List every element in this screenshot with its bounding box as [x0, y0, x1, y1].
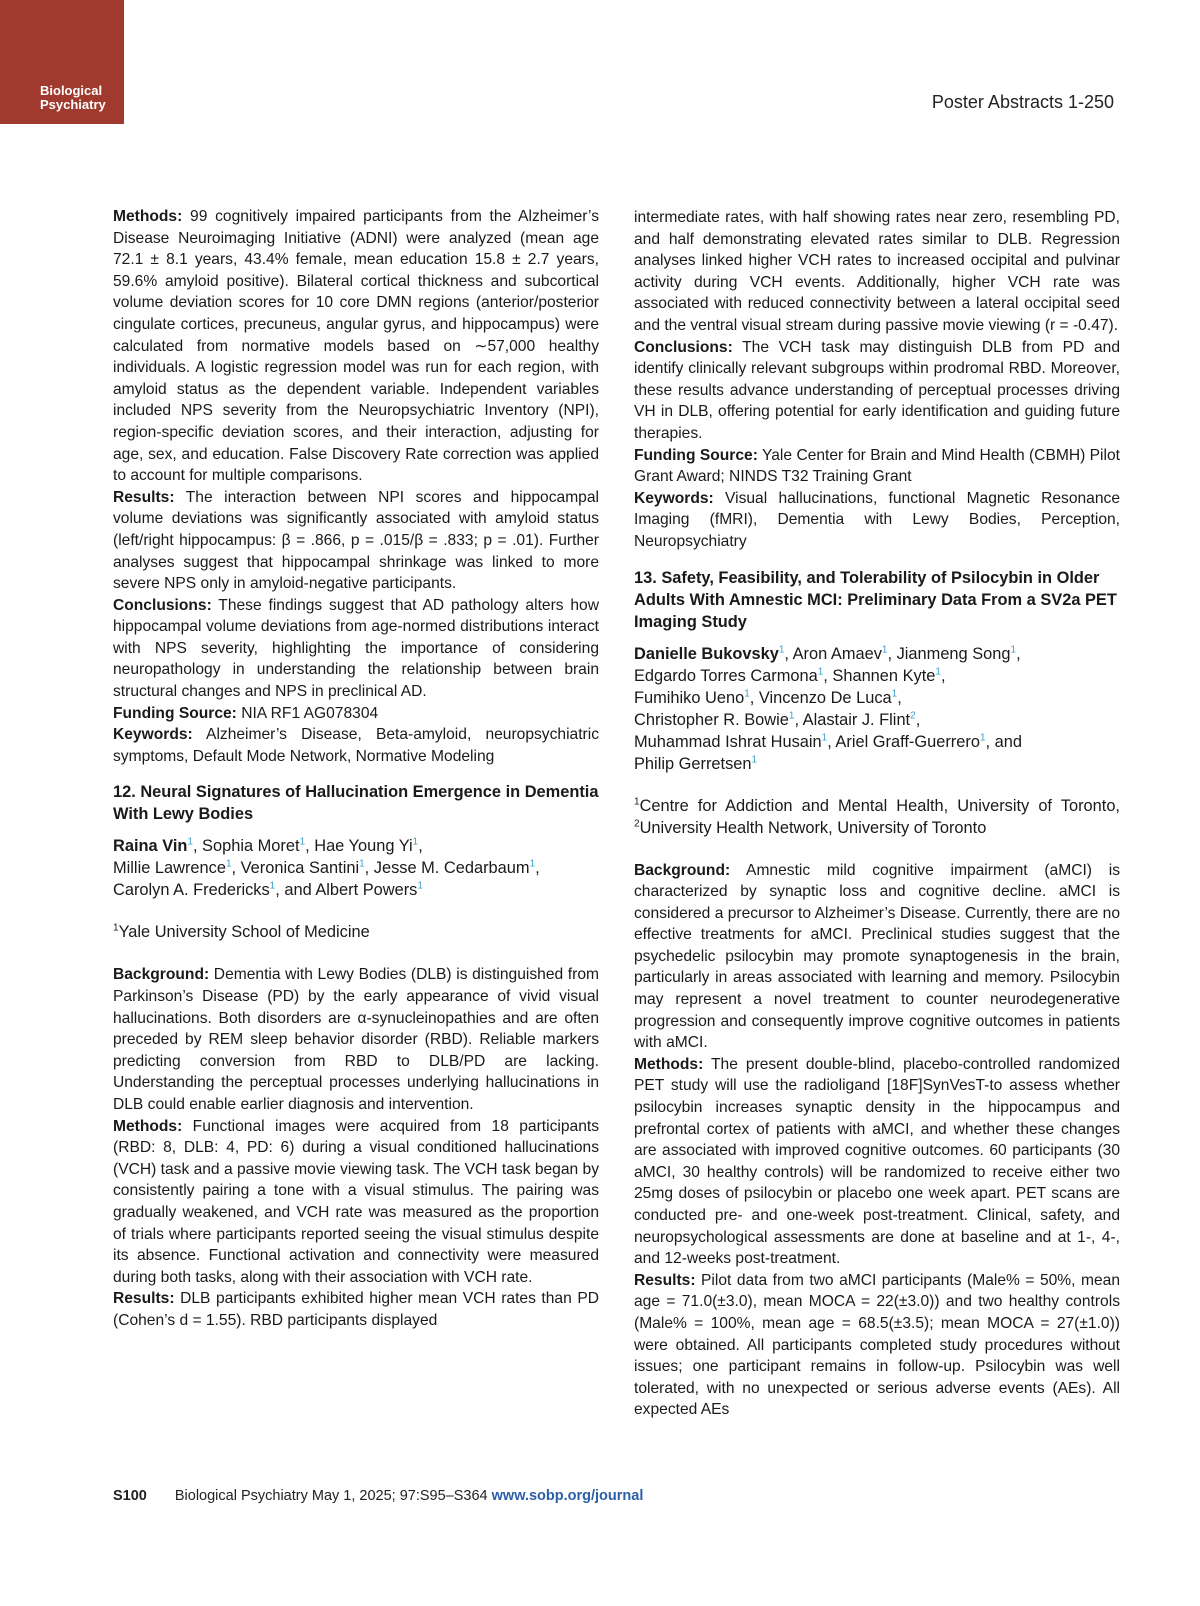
page-number: S100	[113, 1488, 147, 1504]
abstract-12-conclusions: Conclusions: The VCH task may distinguish DLB from PD and identify clinically relevant subgroups within prodromal RBD. Moreover, these results advance understanding of perceptual processes driving VH in DLB, offering potential for early identification and guiding future therapies.	[634, 338, 1120, 442]
journal-name: Biological Psychiatry	[40, 83, 106, 112]
abstract-13-methods: Methods: The present double-blind, placebo-controlled randomized PET study will use the radioligand [18F]SynVesT-to assess whether psilocybin increases synaptic density in the hippocampus and prefrontal cortex of patients with aMCI, and whether these changes are associated with improved cognitive outcomes. 60 participants (30 aMCI, 30 healthy controls) will be randomized to receive either two 25mg doses of psilocybin or placebo one week apart. PET scans are conducted pre- and one-week post-treatment. Clinical, safety, and neuropsychological assessments are done at baseline and at 1-, 4-, and 12-weeks post-treatment.	[634, 1055, 1120, 1268]
keywords-paragraph: Keywords: Alzheimer’s Disease, Beta-amyloid, neuropsychiatric symptoms, Default Mode Network, Normative Modeling	[113, 726, 599, 765]
journal-url-link[interactable]: www.sobp.org/journal	[491, 1488, 644, 1504]
conclusions-paragraph: Conclusions: These findings suggest that AD pathology alters how hippocampal volume deviations from age-normed distributions interact with NPS severity, highlighting the importance of considering neuropathology in understanding the relationship between brain structural changes and NPS in preclinical AD.	[113, 596, 599, 701]
abstract-12-affiliation: $^1$Yale University School of Medicine	[113, 922, 370, 942]
abstract-12-results-continued: intermediate rates, with half showing rates near zero, resembling PD, and half demonstrating elevated rates similar to DLB. Regression analyses linked higher VCH rates to increased occipital and pulvinar activity during VCH events. Additionally, higher VCH rate was associated with reduced connectivity between a lateral occipital seed and the ventral visual stream during passive movie viewing (r = -0.47).	[634, 209, 1120, 334]
abstract-12-keywords: Keywords: Visual hallucinations, functional Magnetic Resonance Imaging (fMRI), Dementia with Lewy Bodies, Perception, Neuropsychiatry	[634, 489, 1120, 550]
abstract-13-title: 13. Safety, Feasibility, and Tolerability of Psilocybin in Older Adults With Amnestic MCI: Preliminary Data From a SV2a PET Imaging Study	[634, 568, 1117, 631]
abstract-12-background: Background: Dementia with Lewy Bodies (DLB) is distinguished from Parkinson’s Disease (PD) by the early appearance of vivid visual hallucinations. Both disorders are α-synucleinopathies and are often preceded by REM sleep behavior disorder (RBD). Reliable markers predicting conversion from RBD to DLB/PD are lacking. Understanding the perceptual processes underlying hallucinations in DLB could enable earlier diagnosis and intervention.	[113, 966, 599, 1113]
abstract-12-funding: Funding Source: Yale Center for Brain and Mind Health (CBMH) Pilot Grant Award; NINDS T32 Training Grant	[634, 446, 1120, 486]
abstract-13-affiliation: $^1$Centre for Addiction and Mental Health, University of Toronto, $^2$University Health Network, University of Toronto	[634, 796, 1120, 837]
abstract-13-background: Background: Amnestic mild cognitive impairment (aMCI) is characterized by synaptic loss and cognitive decline. aMCI is considered a precursor to Alzheimer’s Disease. Currently, there are no effective treatments for aMCI. Preclinical studies suggest that the psychedelic psilocybin may promote synaptogenesis in the brain, particularly in areas associated with learning and memory. Psilocybin may represent a novel treatment to counter neurodegenerative progression and consequently improve cognitive outcomes in patients with aMCI.	[634, 861, 1120, 1052]
right-column	[634, 207, 1120, 1421]
abstract-12-results: Results: DLB participants exhibited higher mean VCH rates than PD (Cohen’s d = 1.55). RBD participants displayed	[113, 1290, 599, 1329]
abstract-13-results: Results: Pilot data from two aMCI participants (Male% = 50%, mean age = 71.0(±3.0), mean MOCA = 22(±3.0)) and two healthy controls (Male% = 100%, mean age = 68.5(±3.5); mean MOCA = 27(±1.0)) were obtained. All participants completed study procedures without issues; one participant remains in follow-up. Psilocybin was well tolerated, with no unexpected or serious adverse events (AEs). All expected AEs	[634, 1271, 1120, 1419]
left-column	[113, 206, 599, 1332]
page-footer	[113, 1488, 643, 1504]
results-paragraph: Results: The interaction between NPI scores and hippocampal volume deviations was significantly associated with amyloid status (left/right hippocampus: β = .866, p = .015/β = .833; p = .01). Further analyses suggest that hippocampal shrinkage was linked to more severe NPS only in amyloid-negative participants.	[113, 488, 599, 593]
abstract-13-authors: Danielle Bukovsky$^1$, Aron Amaev$^1$, Jianmeng Song$^1$, Edgardo Torres Carmona$^1$, Shannen Kyte$^1$, Fumihiko Ueno$^1$, Vincenzo De Luca$^1$, Christopher R. Bowie$^1$, Alastair J. Flint$^2$, Muhammad Ishrat Husain$^1$, Ariel Graff-Guerrero$^1$, and Philip Gerretsen$^1$	[634, 644, 1022, 773]
citation: Biological Psychiatry May 1, 2025; 97:S95–S364	[174, 1488, 492, 1504]
methods-paragraph: Methods: 99 cognitively impaired participants from the Alzheimer’s Disease Neuroimaging Initiative (ADNI) were analyzed (mean age 72.1 ± 8.1 years, 43.4% female, mean education 15.8 ± 2.7 years, 59.6% amyloid positive). Bilateral cortical thickness and subcortical volume deviation scores for 10 core DMN regions (anterior/posterior cingulate cortices, precuneus, angular gyrus, and hippocampus) were calculated from normative models based on ∼57,000 healthy individuals. A logistic regression model was run for each region, with amyloid status as the dependent variable. Independent variables included NPS severity from the Neuropsychiatric Inventory (NPI), region-specific deviation scores, and their interaction, adjusting for age, sex, and education. False Discovery Rate correction was applied to account for multiple comparisons.	[113, 208, 599, 485]
running-head: Poster Abstracts 1-250	[931, 92, 1114, 112]
abstract-12-authors: Raina Vin$^1$, Sophia Moret$^1$, Hae Young Yi$^1$, Millie Lawrence$^1$, Veronica Santini$^1$, Jesse M. Cedarbaum$^1$, Carolyn A. Fredericks$^1$, and Albert Powers$^1$	[113, 836, 540, 900]
journal-badge	[0, 0, 124, 124]
abstract-12-methods: Methods: Functional images were acquired from 18 participants (RBD: 8, DLB: 4, PD: 6) during a visual conditioned hallucinations (VCH) task and a passive movie viewing task. The VCH task began by consistently pairing a tone with a visual stimulus. The pairing was gradually weakened, and VCH rate was measured as the proportion of trials where participants reported seeing the visual stimulus despite its absence. Functional activation and connectivity were measured during both tasks, along with their association with VCH rate.	[113, 1117, 599, 1286]
abstract-12-title: 12. Neural Signatures of Hallucination Emergence in Dementia With Lewy Bodies	[113, 783, 599, 824]
funding-paragraph: Funding Source: NIA RF1 AG078304	[113, 704, 379, 722]
